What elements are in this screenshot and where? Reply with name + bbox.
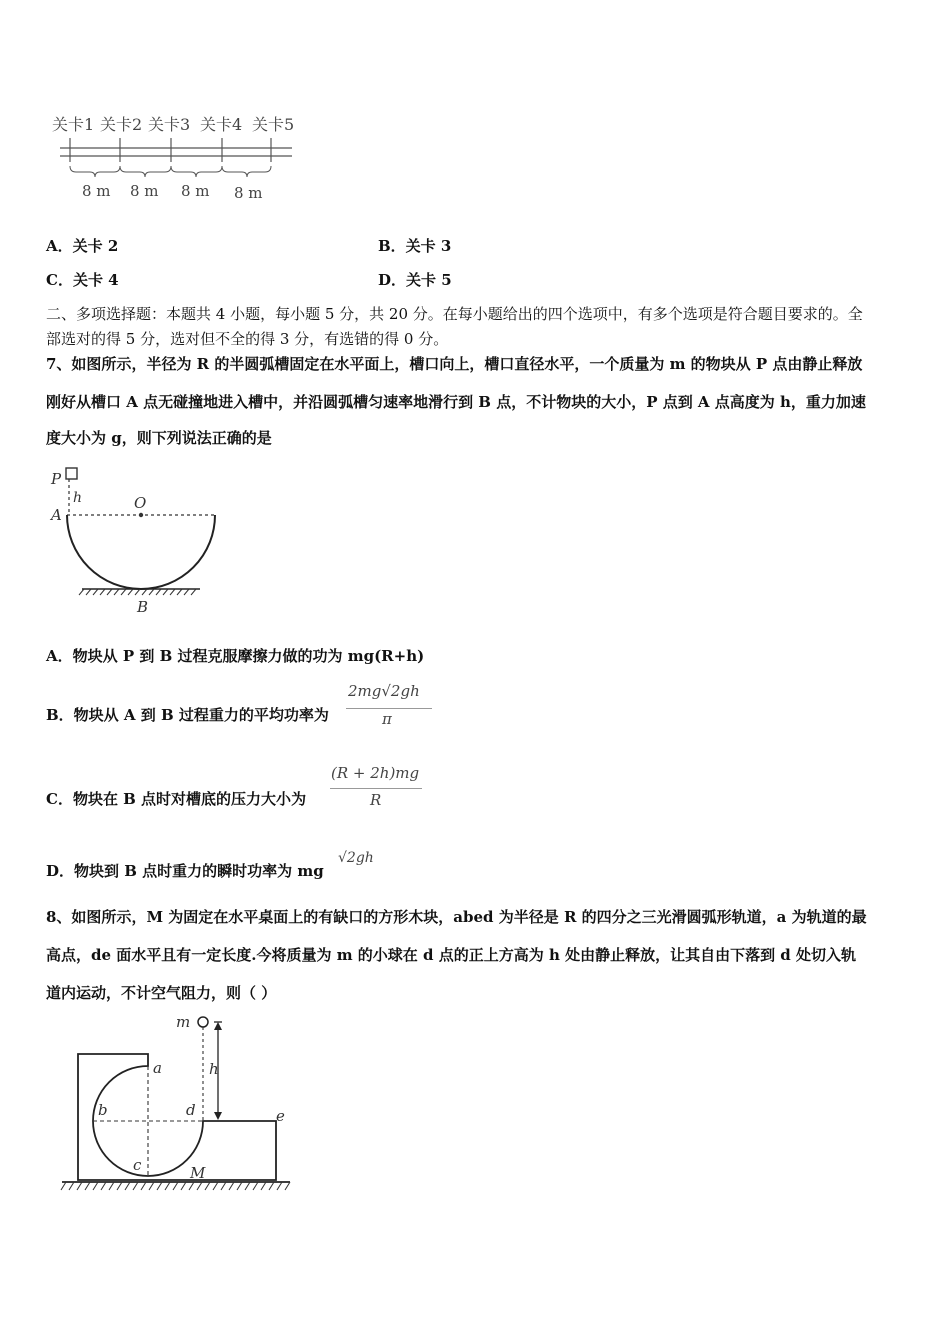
label-b: B bbox=[137, 598, 149, 616]
distance-label: 8 m bbox=[234, 184, 263, 202]
label-e: e bbox=[276, 1107, 285, 1125]
q8-stem: 道内运动，不计空气阻力，则（ ） bbox=[46, 984, 277, 1002]
q7-option-d: D．物块到 B 点时重力的瞬时功率为 mg bbox=[46, 862, 324, 880]
q7-option-c: C．物块在 B 点时对槽底的压力大小为 bbox=[46, 790, 307, 808]
distance-label: 8 m bbox=[130, 182, 159, 200]
section-instructions: 部选对的得 5 分，选对但不全的得 3 分，有选错的得 0 分。 bbox=[46, 330, 449, 348]
checkpoint-label: 关卡5 bbox=[252, 115, 295, 134]
checkpoint-label: 关卡3 bbox=[148, 115, 191, 134]
section-instructions: 二、多项选择题：本题共 4 小题，每小题 5 分，共 20 分。在每小题给出的四个选项中，有多个选项是符合题目要求的。全 bbox=[46, 305, 863, 323]
label-d: d bbox=[186, 1101, 196, 1119]
q6-option-d: D．关卡 5 bbox=[378, 271, 452, 289]
q6-option-b: B．关卡 3 bbox=[378, 237, 452, 255]
distance-label: 8 m bbox=[82, 182, 111, 200]
checkpoint-label: 关卡4 bbox=[200, 115, 243, 134]
q7-option-c-fraction bbox=[330, 764, 422, 814]
q8-stem: 8、如图所示，M 为固定在水平桌面上的有缺口的方形木块，abed 为半径是 R 的四分之三光滑圆弧形轨道，a 为轨道的最 bbox=[46, 908, 867, 926]
checkpoint-label: 关卡2 bbox=[100, 115, 143, 134]
q8-figure bbox=[58, 1010, 298, 1200]
distance-label: 8 m bbox=[181, 182, 210, 200]
label-h: h bbox=[209, 1060, 219, 1078]
fraction-denominator: π bbox=[382, 710, 392, 728]
q7-stem: 度大小为 g，则下列说法正确的是 bbox=[46, 429, 272, 447]
checkpoint-label: 关卡1 bbox=[52, 115, 95, 134]
q7-figure bbox=[46, 462, 226, 618]
label-m-block: M bbox=[190, 1164, 206, 1182]
label-b: b bbox=[98, 1101, 108, 1119]
label-m: m bbox=[176, 1013, 191, 1031]
fraction-numerator: 2mg√2gh bbox=[348, 682, 420, 700]
q7-stem: 7、如图所示，半径为 R 的半圆弧槽固定在水平面上，槽口向上，槽口直径水平，一个质量为 m 的物块从 P 点由静止释放 bbox=[46, 355, 863, 373]
label-a: A bbox=[51, 506, 62, 524]
checkpoint-figure bbox=[50, 110, 310, 210]
q7-option-b: B．物块从 A 到 B 过程重力的平均功率为 bbox=[46, 706, 329, 724]
q6-option-a: A．关卡 2 bbox=[46, 237, 119, 255]
fraction-numerator: (R + 2h)mg bbox=[331, 764, 420, 782]
q7-option-b-fraction bbox=[346, 682, 432, 732]
q8-stem: 高点，de 面水平且有一定长度.今将质量为 m 的小球在 d 点的正上方高为 h 处由静止释放，让其自由下落到 d 处切入轨 bbox=[46, 946, 857, 964]
q7-option-d-sqrt: √2gh bbox=[338, 850, 374, 866]
q6-option-c: C．关卡 4 bbox=[46, 271, 119, 289]
label-c: c bbox=[133, 1156, 142, 1174]
label-a: a bbox=[153, 1059, 162, 1077]
q7-option-a: A．物块从 P 到 B 过程克服摩擦力做的功为 mg(R+h) bbox=[46, 647, 425, 665]
fraction-denominator: R bbox=[370, 791, 382, 809]
label-h: h bbox=[73, 490, 83, 506]
label-p: P bbox=[51, 470, 62, 488]
label-o: O bbox=[134, 494, 147, 512]
q7-stem: 刚好从槽口 A 点无碰撞地进入槽中，并沿圆弧槽匀速率地滑行到 B 点，不计物块的大小，P 点到 A 点高度为 h，重力加速 bbox=[46, 393, 866, 411]
